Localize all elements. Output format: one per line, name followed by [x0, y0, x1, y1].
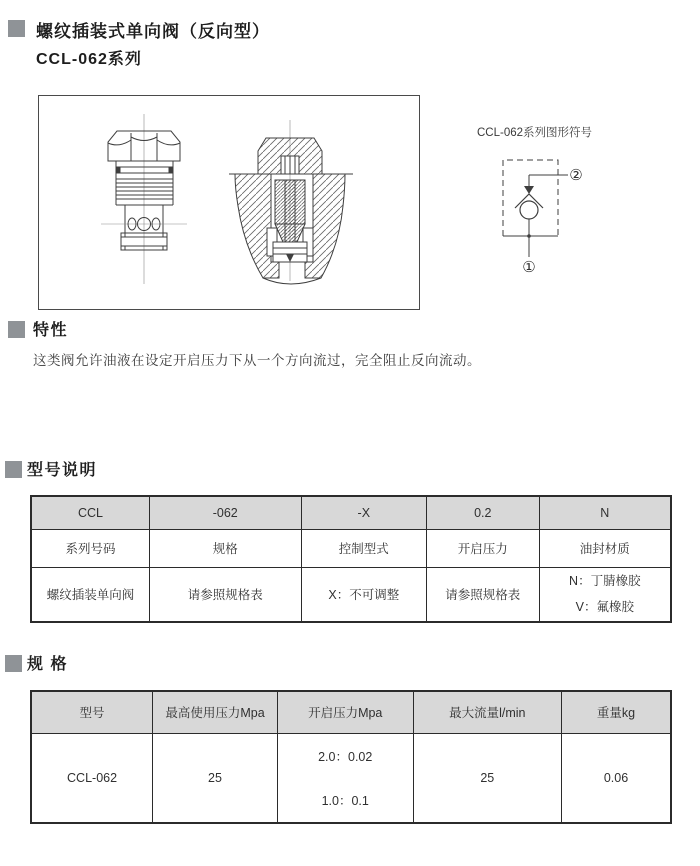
spec-header-row	[31, 691, 671, 733]
symbol-envelope	[503, 160, 558, 236]
spec-col-header: 最大流量l/min	[413, 691, 561, 733]
spec-bullet-square	[5, 655, 22, 672]
series-subtitle: CCL-062系列	[36, 51, 142, 68]
title-bullet-square	[8, 20, 25, 37]
spec-max-flow-cell: 25	[413, 733, 561, 823]
spec-opening-pressure-cell	[277, 733, 413, 823]
spec-max-pressure-cell: 25	[153, 733, 278, 823]
features-description: 这类阀允许油液在设定开启压力下从一个方向流过，完全阻止反向流动。	[33, 353, 481, 368]
check-valve-symbol	[460, 145, 660, 275]
spec-data-row	[31, 733, 671, 823]
code-cell: -062	[149, 496, 301, 529]
opening-pressure-value: 1.0：0.1	[321, 793, 369, 808]
spec-col-header: 最高使用压力Mpa	[153, 691, 278, 733]
features-bullet-square	[8, 321, 25, 338]
model-table	[30, 495, 672, 623]
code-cell: N	[539, 496, 671, 529]
model-heading: 型号说明	[27, 462, 98, 479]
flow-arrow	[524, 186, 534, 194]
valve-ball	[520, 201, 538, 219]
label-cell: 规格	[149, 529, 301, 567]
symbol-caption: CCL-062系列图形符号	[477, 127, 593, 139]
valve-drawings	[39, 96, 421, 311]
model-code-row	[31, 496, 671, 529]
external-view-drawing	[101, 114, 187, 284]
port-2-label: ②	[569, 167, 583, 184]
value-cell: X：不可调整	[301, 567, 426, 622]
code-cell: CCL	[31, 496, 149, 529]
page-title: 螺纹插装式单向阀（反向型）	[36, 22, 270, 41]
code-cell: -X	[301, 496, 426, 529]
junction-dot	[527, 234, 531, 238]
drawing-panel	[38, 95, 420, 310]
features-heading: 特性	[33, 322, 69, 339]
model-bullet-square	[5, 461, 22, 478]
label-cell: 系列号码	[31, 529, 149, 567]
spec-table-wrapper	[30, 690, 672, 824]
seal-options-cell	[539, 567, 671, 622]
spec-col-header: 重量kg	[562, 691, 671, 733]
spec-col-header: 型号	[31, 691, 153, 733]
value-cell: 请参照规格表	[427, 567, 540, 622]
cross-section-drawing	[229, 120, 353, 284]
label-cell: 开启压力	[427, 529, 540, 567]
model-table-wrapper	[30, 495, 672, 623]
port-1-label: ①	[522, 259, 536, 275]
value-cell: 请参照规格表	[149, 567, 301, 622]
seal-option: N：丁腈橡胶	[569, 574, 641, 589]
value-cell: 螺纹插装单向阀	[31, 567, 149, 622]
opening-pressure-value: 2.0：0.02	[318, 749, 373, 764]
seal-option: V：氟橡胶	[575, 600, 634, 615]
spec-model-cell: CCL-062	[31, 733, 153, 823]
model-label-row	[31, 529, 671, 567]
label-cell: 油封材质	[539, 529, 671, 567]
spec-table	[30, 690, 672, 824]
model-value-row	[31, 567, 671, 622]
spec-weight-cell: 0.06	[562, 733, 671, 823]
spec-col-header: 开启压力Mpa	[277, 691, 413, 733]
label-cell: 控制型式	[301, 529, 426, 567]
spec-heading: 规 格	[27, 656, 68, 673]
code-cell: 0.2	[427, 496, 540, 529]
